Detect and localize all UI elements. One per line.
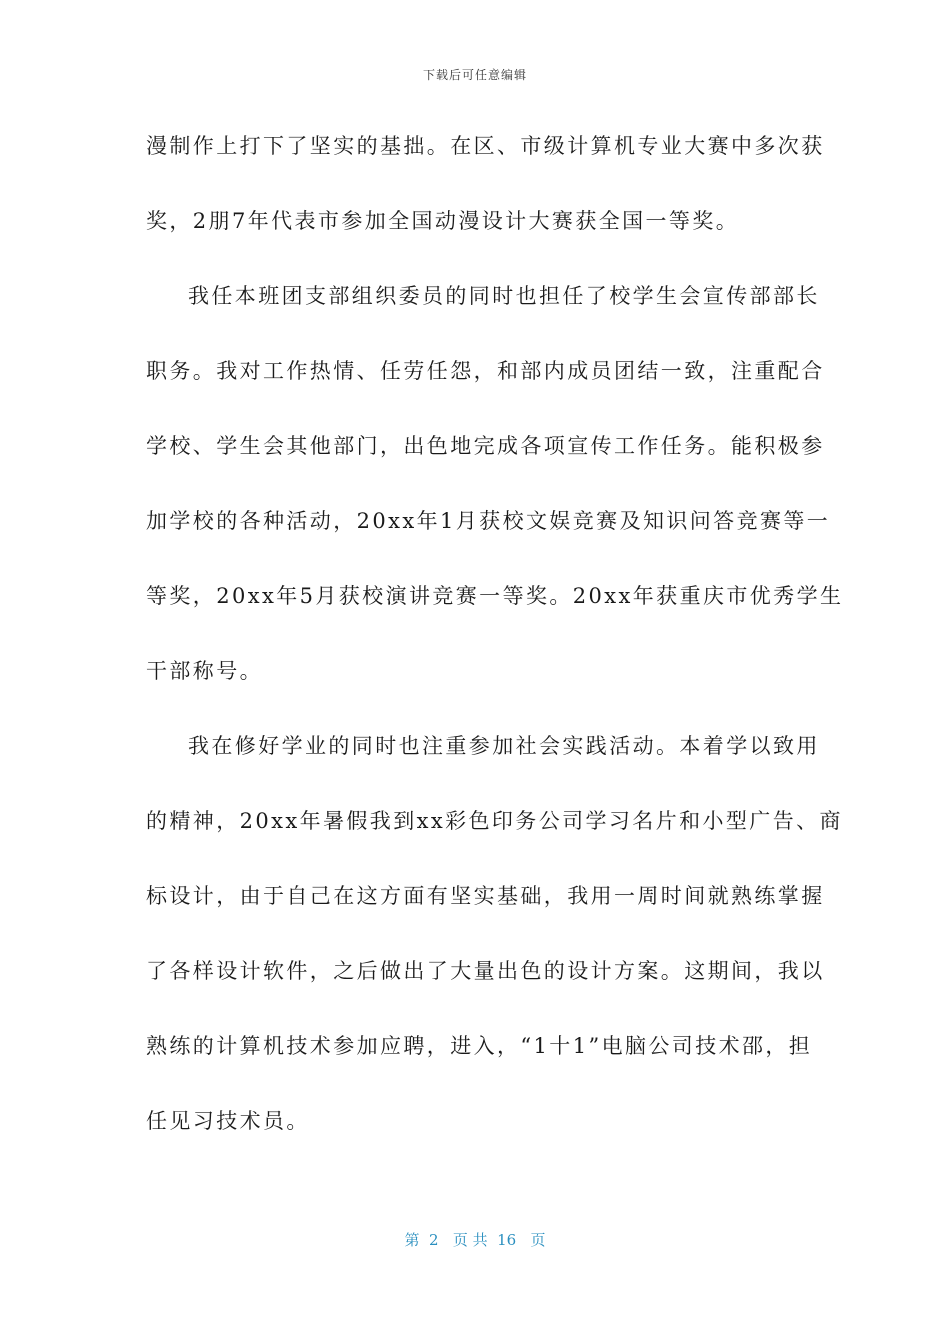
text-line: 干部称号。 bbox=[146, 659, 263, 683]
text-line: 学校、学生会其他部门，出色地完成各项宣传工作任务。能积极参 bbox=[146, 434, 825, 458]
paragraph-start-line: 我在修好学业的同时也注重参加社会实践活动。本着学以致用 bbox=[188, 734, 820, 758]
text-line: 职务。我对工作热情、任劳任怨，和部内成员团结一致，注重配合 bbox=[146, 359, 825, 383]
text-line: 奖，2朋7年代表市参加全国动漫设计大赛获全国一等奖。 bbox=[146, 209, 740, 233]
text-line: 加学校的各种活动，20xx年1月获校文娱竞赛及知识问答竞赛等一 bbox=[146, 509, 831, 533]
text-line: 熟练的计算机技术参加应聘，进入，“1十1”电脑公司技术邵，担 bbox=[146, 1034, 813, 1058]
text-line: 等奖，20xx年5月获校演讲竞赛一等奖。20xx年获重庆市优秀学生 bbox=[146, 584, 844, 608]
text-line: 漫制作上打下了坚实的基拙。在区、市级计算机专业大赛中多次获 bbox=[146, 134, 825, 158]
text-line: 了各样设计软件，之后做出了大量出色的设计方案。这期间，我以 bbox=[146, 959, 825, 983]
page-number-footer: 第 2 页 共 16 页 bbox=[404, 1231, 546, 1249]
text-line: 任见习技术员。 bbox=[146, 1109, 310, 1133]
text-line: 的精神，20xx年暑假我到xx彩色印务公司学习名片和小型广告、商 bbox=[146, 809, 843, 833]
header-note: 下载后可任意编辑 bbox=[422, 68, 527, 82]
paragraph-start-line: 我任本班团支部组织委员的同时也担任了校学生会宣传部部长 bbox=[188, 284, 820, 308]
text-line: 标设计，由于自己在这方面有坚实基础，我用一周时间就熟练掌握 bbox=[146, 884, 825, 908]
